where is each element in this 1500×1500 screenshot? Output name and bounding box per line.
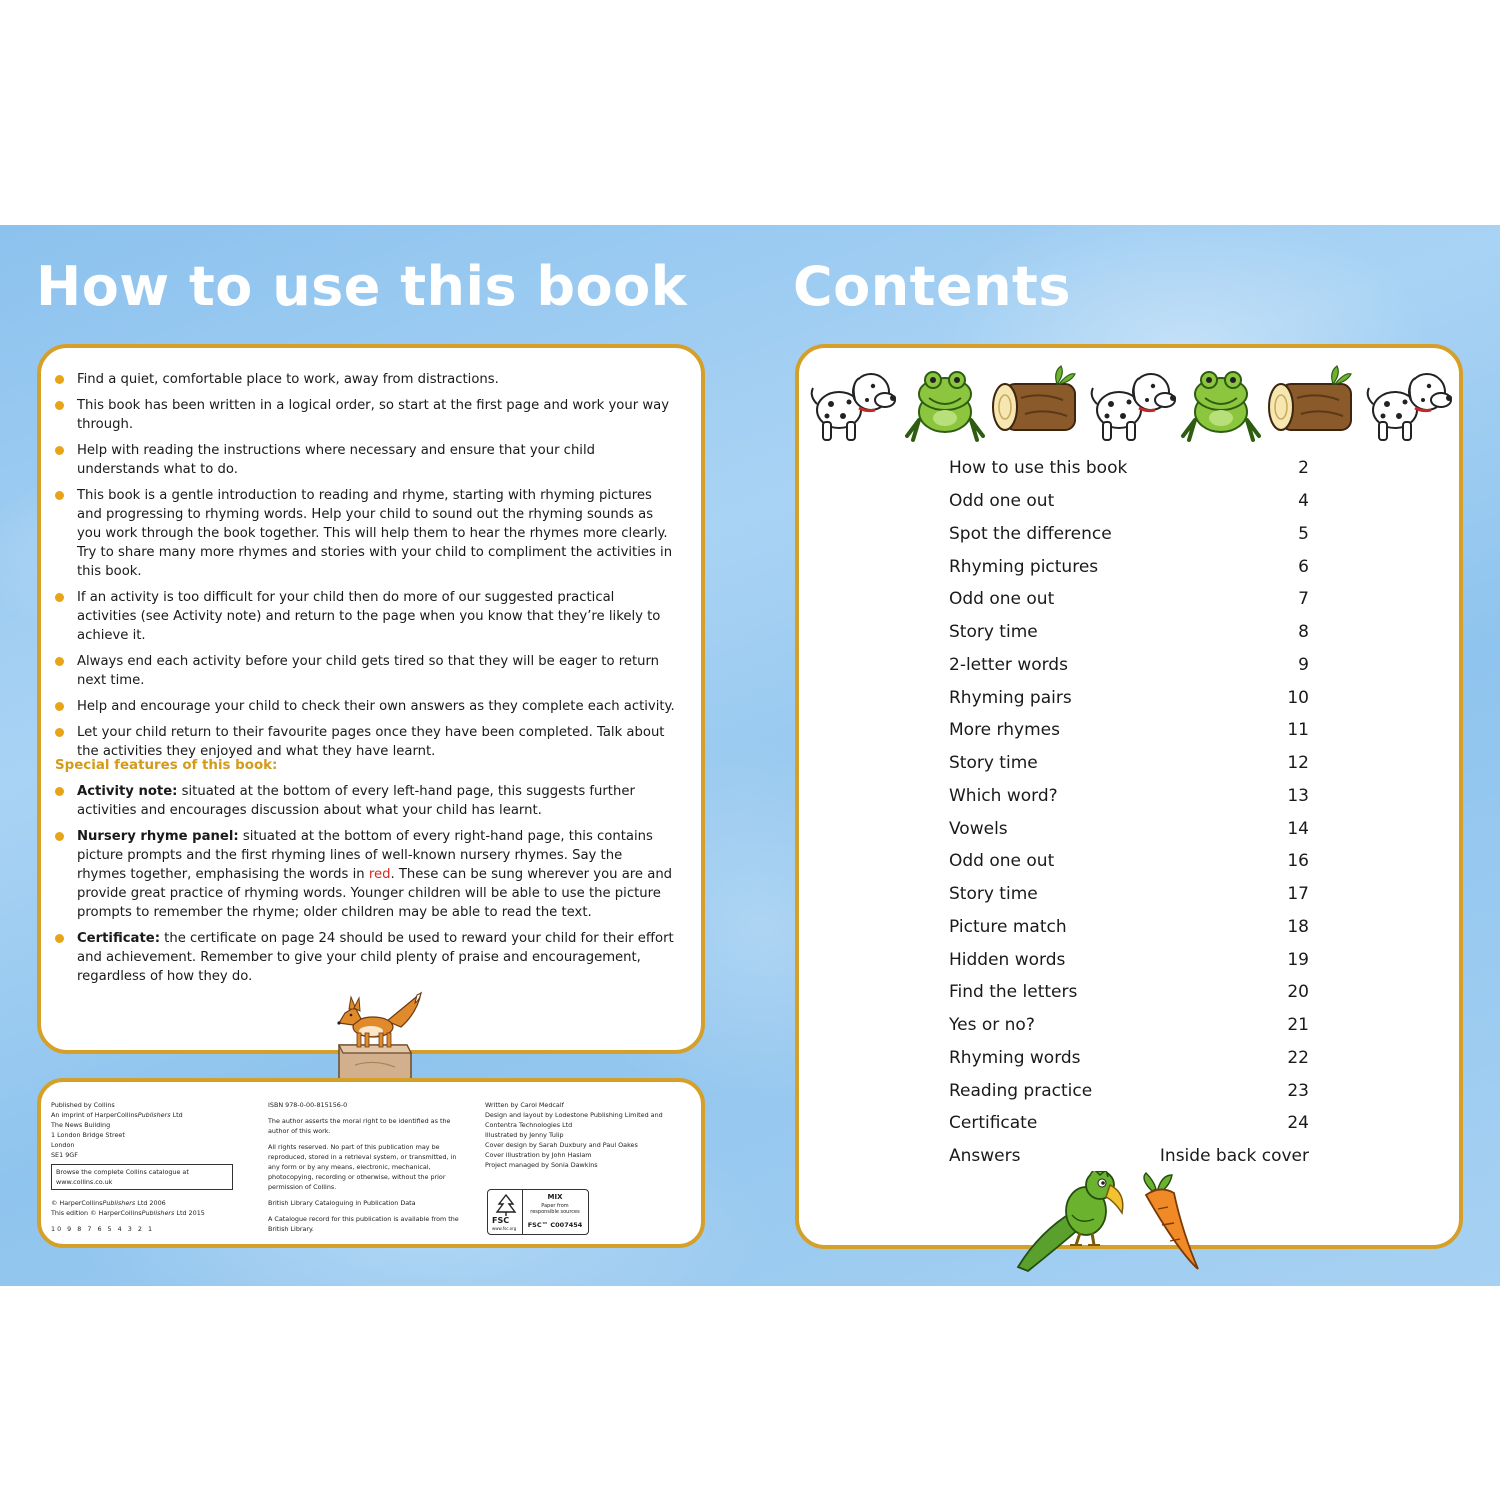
table-row[interactable] (949, 518, 1309, 551)
list-item: This book has been written in a logical order, so start at the first page and work your way through. (55, 396, 675, 434)
toc-label: Rhyming pictures (949, 556, 1099, 577)
table-row[interactable] (949, 780, 1309, 813)
list-item: Always end each activity before your child gets tired so that they will be eager to return next time. (55, 652, 675, 690)
toc-label: Yes or no? (949, 1015, 1035, 1036)
bullet-icon (55, 491, 64, 500)
toc-label: Story time (949, 753, 1038, 774)
toc-label: Story time (949, 884, 1038, 905)
fox-on-box-illustration (325, 983, 425, 1083)
list-item: Activity note: situated at the bottom of every left-hand page, this suggests further activities and encourages discussion about what your child has learnt. (55, 782, 675, 820)
toc-label: Certificate (949, 1113, 1038, 1134)
toc-page: 22 (1287, 1047, 1309, 1068)
bullet-icon (55, 832, 64, 841)
contents-panel (795, 344, 1463, 1249)
dog-icon (812, 374, 896, 440)
toc-page: 16 (1287, 851, 1309, 872)
table-row[interactable] (949, 911, 1309, 944)
toc-label: Story time (949, 622, 1038, 643)
how-to-use-panel (37, 344, 705, 1054)
toc-label: Picture match (949, 916, 1067, 937)
toc-label: Reading practice (949, 1080, 1093, 1101)
toc-page: 11 (1287, 720, 1309, 741)
bullet-icon (55, 401, 64, 410)
toc-page: 21 (1287, 1015, 1309, 1036)
toc-page: 7 (1298, 589, 1309, 610)
toc-label: Hidden words (949, 949, 1066, 970)
toc-label: Rhyming pairs (949, 687, 1072, 708)
book-spread (0, 225, 1500, 1286)
imprint-publisher-column: Published by Collins An imprint of HarperCollinsPublishers Ltd The News Building 1 London Bridge Street London SE1 9GF Browse the complete Collins catalogue at www.collins.co.uk © HarperCollinsPublishers Ltd 2006 This edition © HarperCollinsPublishers Ltd 2015 10 9 8 7 6 5 4 3 2 1 (51, 1100, 251, 1234)
toc-label: Odd one out (949, 851, 1055, 872)
table-row[interactable] (949, 1074, 1309, 1107)
parrot-and-carrot-illustration (1010, 1171, 1210, 1275)
instructions-list (55, 370, 675, 768)
toc-label: Spot the difference (949, 523, 1112, 544)
table-row[interactable] (949, 1009, 1309, 1042)
bullet-icon (55, 702, 64, 711)
carrot-icon (1144, 1173, 1198, 1269)
features-list (55, 782, 675, 993)
parrot-icon (1018, 1171, 1123, 1271)
table-row[interactable] (949, 485, 1309, 518)
table-row[interactable] (949, 714, 1309, 747)
toc-page: Inside back cover (1159, 1146, 1309, 1167)
bullet-icon (55, 728, 64, 737)
list-item: Help with reading the instructions where necessary and ensure that your child understands what to do. (55, 441, 675, 479)
table-row[interactable] (949, 583, 1309, 616)
toc-page: 13 (1287, 785, 1309, 806)
toc-page: 9 (1298, 654, 1309, 675)
feature-term: Nursery rhyme panel: (77, 829, 239, 844)
table-row[interactable] (949, 747, 1309, 780)
table-row[interactable] (949, 878, 1309, 911)
toc-page: 12 (1287, 753, 1309, 774)
toc-label: More rhymes (949, 720, 1060, 741)
toc-page: 5 (1298, 523, 1309, 544)
toc-label: Answers (949, 1146, 1021, 1167)
feature-term: Certificate: (77, 931, 160, 946)
red-word: red (368, 867, 391, 882)
catalogue-box: Browse the complete Collins catalogue at www.collins.co.uk (51, 1164, 233, 1190)
toc-label: How to use this book (949, 458, 1128, 479)
list-item: Certificate: the certificate on page 24 should be used to reward your child for their effort and achievement. Remember to give your child plenty of praise and encouragement, regardless of how they do. (55, 929, 675, 986)
toc-label: Odd one out (949, 589, 1055, 610)
fox-icon (337, 993, 421, 1047)
table-row[interactable] (949, 976, 1309, 1009)
toc-page: 24 (1287, 1113, 1309, 1134)
toc-label: Which word? (949, 785, 1058, 806)
bullet-icon (55, 787, 64, 796)
table-row[interactable] (949, 1042, 1309, 1075)
table-row[interactable] (949, 943, 1309, 976)
how-to-use-title: How to use this book (36, 255, 688, 318)
imprint-panel (37, 1078, 705, 1248)
toc-label: Rhyming words (949, 1047, 1081, 1068)
toc-page: 14 (1287, 818, 1309, 839)
toc-label: Odd one out (949, 491, 1055, 512)
contents-table (949, 452, 1309, 1173)
toc-page: 6 (1298, 556, 1309, 577)
toc-page: 8 (1298, 622, 1309, 643)
bullet-icon (55, 934, 64, 943)
bullet-icon (55, 593, 64, 602)
special-features-heading: Special features of this book: (55, 758, 278, 773)
toc-page: 20 (1287, 982, 1309, 1003)
toc-label: 2-letter words (949, 654, 1068, 675)
box-icon (339, 1045, 411, 1081)
log-icon (1269, 366, 1351, 430)
list-item: This book is a gentle introduction to reading and rhyme, starting with rhyming pictures and progressing to rhyming words. Help your child to sound out the rhyming sounds as you work through the book together. This will help them to hear the rhymes more clearly. Try to share many more rhymes and stories with your child to compliment the activities in this book. (55, 486, 675, 581)
bullet-icon (55, 657, 64, 666)
table-row[interactable] (949, 550, 1309, 583)
bullet-icon (55, 375, 64, 384)
table-row[interactable] (949, 681, 1309, 714)
toc-label: Find the letters (949, 982, 1078, 1003)
bullet-icon (55, 446, 64, 455)
animal-border-strip (809, 354, 1459, 446)
list-item: If an activity is too difficult for your child then do more of our suggested practical activities (see Activity note) and return to the page when you know that they’re likely to achieve it. (55, 588, 675, 645)
table-row[interactable] (949, 649, 1309, 682)
contents-title: Contents (793, 255, 1072, 318)
list-item: Find a quiet, comfortable place to work, away from distractions. (55, 370, 675, 389)
imprint-rights-column: ISBN 978-0-00-815156-0 The author asserts the moral right to be identified as the author of this work. All rights reserved. No part of this publication may be reproduced, stored in a retrieval system, or transmitted, in any form or by any means, electronic, mechanical, photocopying, recording or otherwise, without the prior permission of Collins. British Library Cataloguing in Publication Data A Catalogue record for this publication is available from the British Library. (268, 1101, 459, 1233)
table-row[interactable] (949, 812, 1309, 845)
list-item: Help and encourage your child to check their own answers as they complete each activity. (55, 697, 675, 716)
log-icon (993, 366, 1075, 430)
dog-icon (1092, 374, 1176, 440)
list-item: Let your child return to their favourite pages once they have been completed. Talk about the activities they enjoyed and what they have learnt. (55, 723, 675, 761)
toc-page: 18 (1287, 916, 1309, 937)
toc-page: 2 (1298, 458, 1309, 479)
frog-icon (1183, 372, 1259, 440)
feature-term: Activity note: (77, 784, 178, 799)
toc-page: 10 (1287, 687, 1309, 708)
dog-icon (1368, 374, 1452, 440)
fsc-tree-icon (493, 1193, 519, 1217)
catalogue-link[interactable]: www.collins.co.uk (56, 1178, 113, 1186)
toc-label: Vowels (949, 818, 1008, 839)
table-row[interactable] (949, 616, 1309, 649)
table-row[interactable] (949, 845, 1309, 878)
table-row[interactable] (949, 1140, 1309, 1173)
toc-page: 4 (1298, 491, 1309, 512)
toc-page: 23 (1287, 1080, 1309, 1101)
table-row[interactable] (949, 452, 1309, 485)
fsc-logo: FSC www.fsc.org MIX Paper from responsible sources FSC™ C007454 (487, 1189, 589, 1235)
imprint-credits-column: Written by Carol Medcalf Design and layout by Lodestone Publishing Limited and Contentra Technologies Ltd Illustrated by Jenny Tulip Cover design by Sarah Duxbury and Paul Oakes Cover illustration by John Haslam Project managed by Sonia Dawkins (485, 1101, 663, 1169)
toc-page: 17 (1287, 884, 1309, 905)
frog-icon (907, 372, 983, 440)
toc-page: 19 (1287, 949, 1309, 970)
list-item: Nursery rhyme panel: situated at the bottom of every right-hand page, this contains picture prompts and the first rhyming lines of well-known nursery rhymes. Say the rhymes together, emphasising the words in red. These can be sung wherever you are and provide great practice of rhyming words. Younger children will be able to use the picture prompts to remember the rhyme; older children may be able to read the text. (55, 827, 675, 922)
table-row[interactable] (949, 1107, 1309, 1140)
